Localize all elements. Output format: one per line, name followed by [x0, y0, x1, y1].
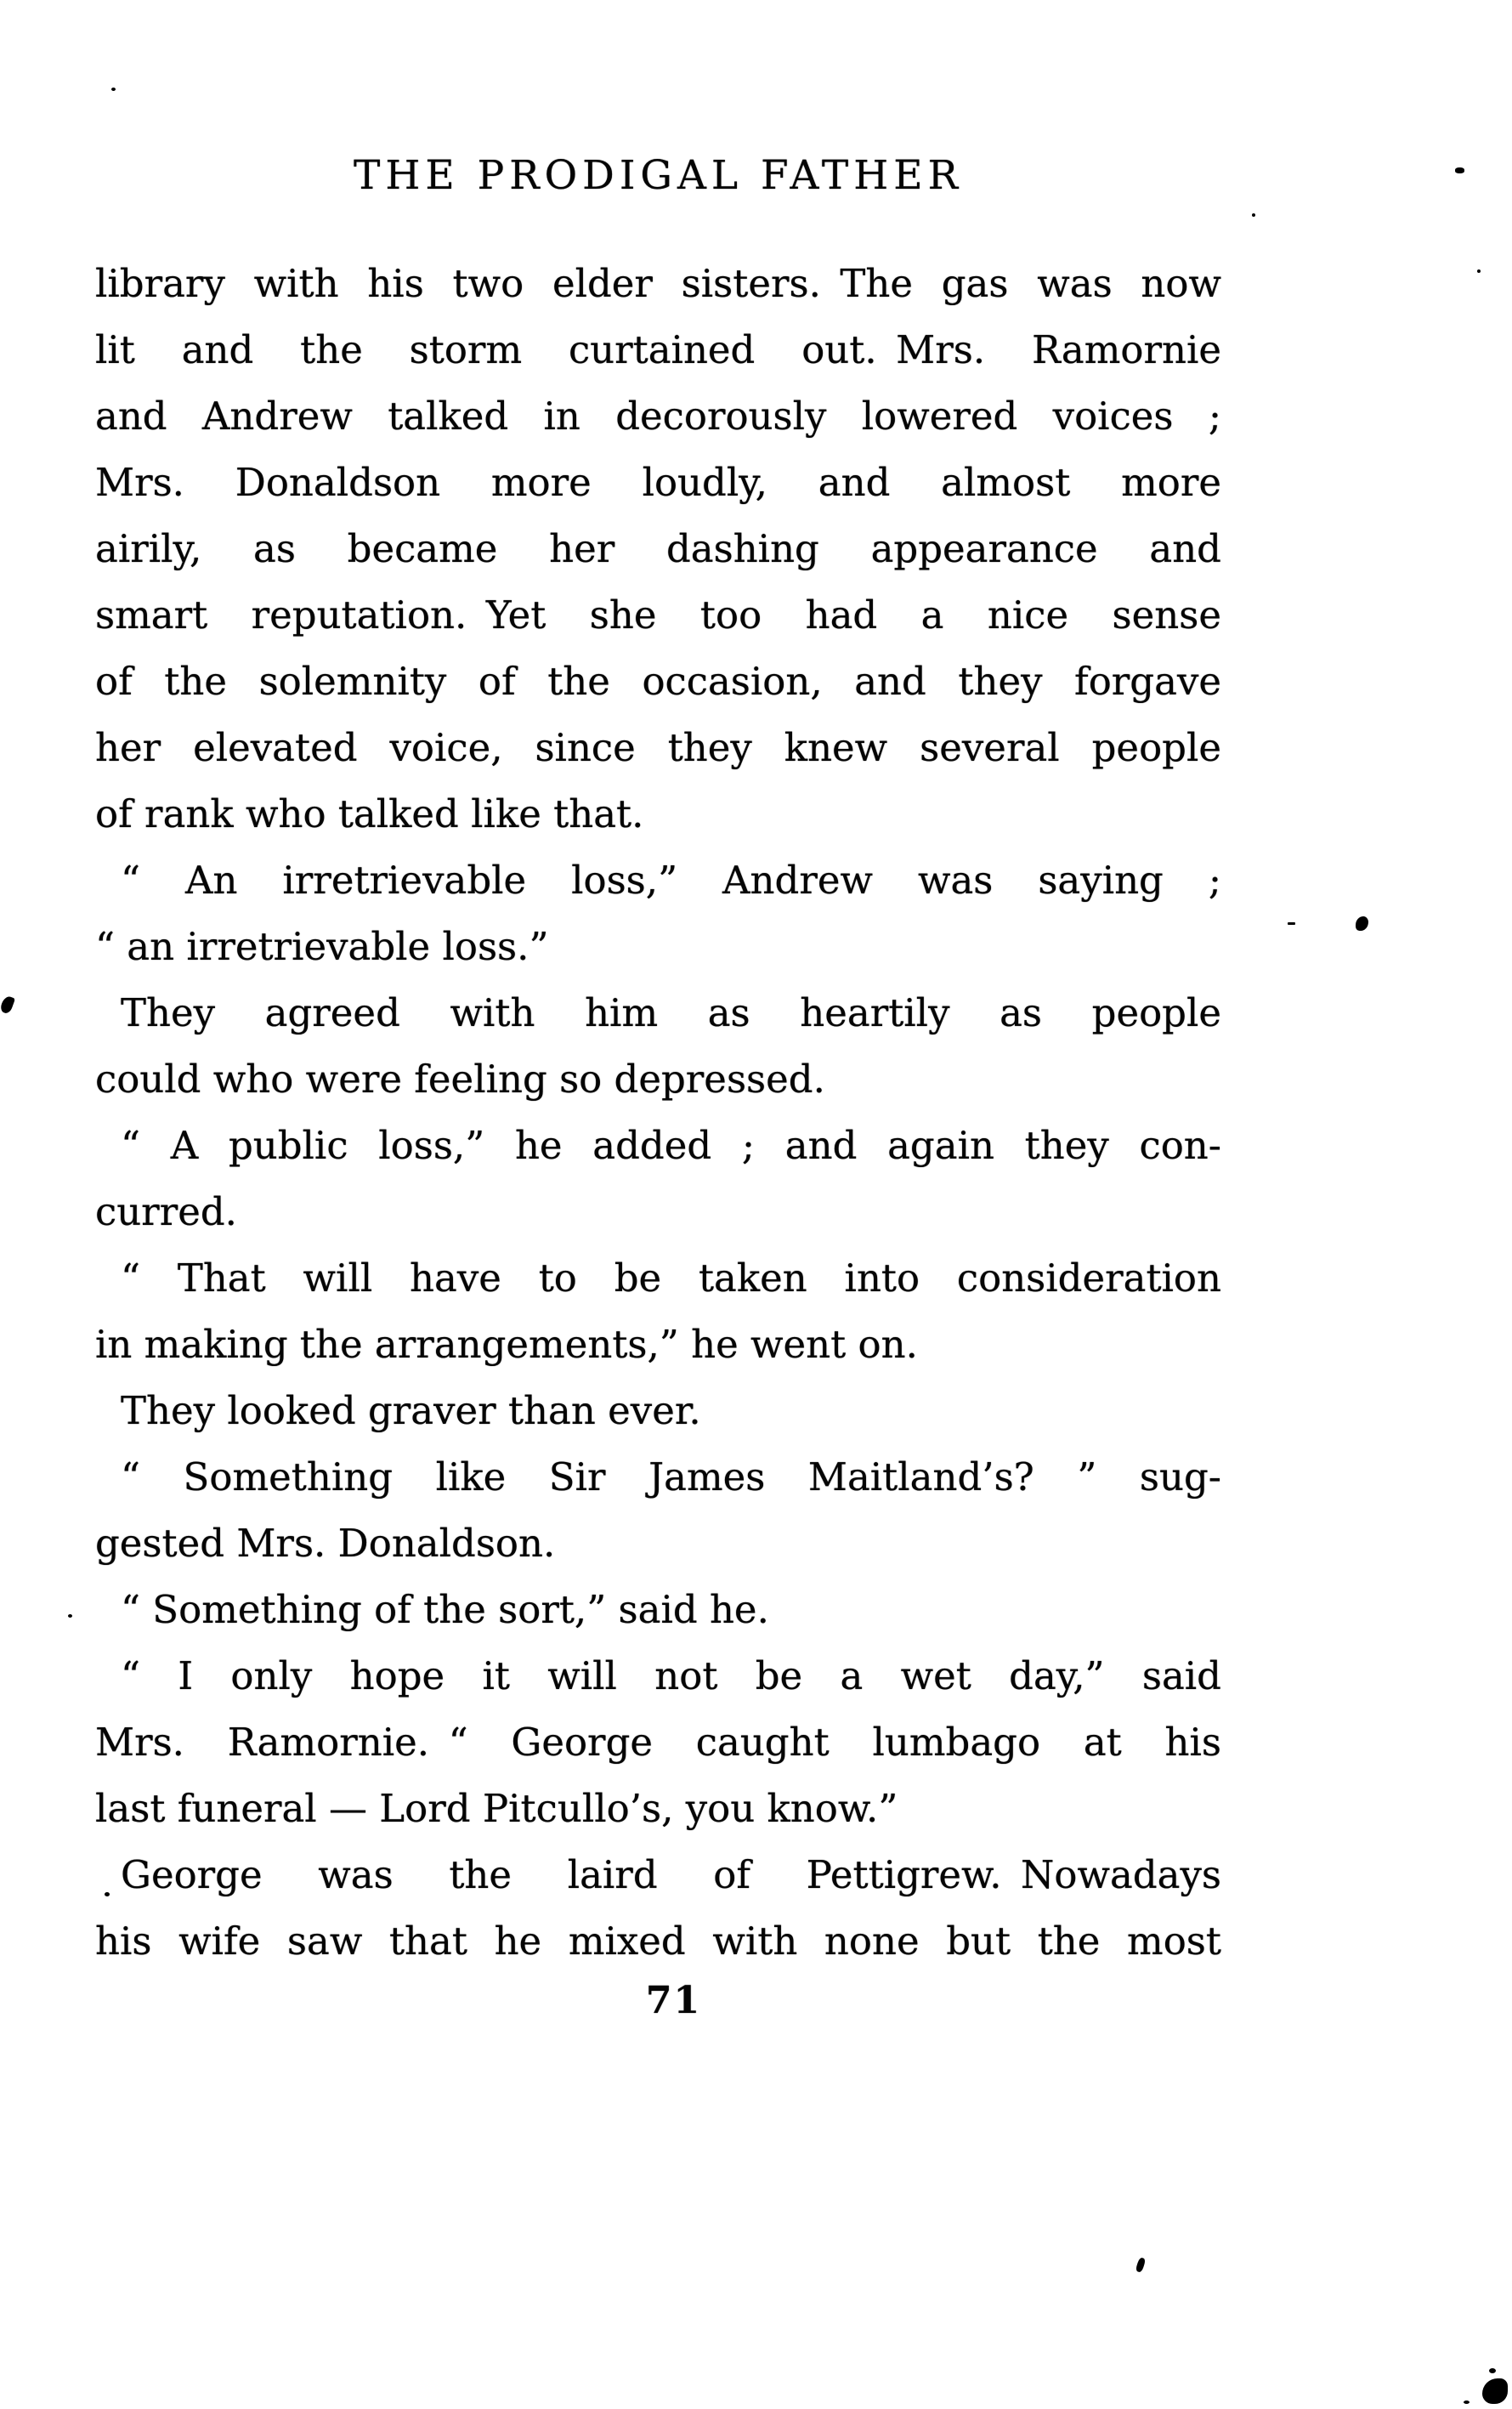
text-line: Mrs. Donaldson more loudly, and almost more [95, 460, 1221, 505]
scan-speck [1477, 269, 1481, 273]
text-line: “ I only hope it will not be a wet day,” said [121, 1653, 1221, 1698]
text-line: “ That will have to be taken into consideration [121, 1256, 1221, 1301]
text-line: in making the arrangements,” he went on. [95, 1322, 918, 1367]
scan-speck [1482, 2378, 1508, 2404]
text-line: George was the laird of Pettigrew. Nowadays [121, 1852, 1221, 1897]
running-head: THE PRODIGAL FATHER [354, 152, 963, 199]
scan-speck [0, 995, 15, 1014]
text-line: and Andrew talked in decorously lowered voices ; [95, 394, 1221, 439]
text-line: curred. [95, 1189, 237, 1234]
text-line: “ A public loss,” he added ; and again they con- [121, 1123, 1221, 1168]
text-line: “ an irretrievable loss.” [95, 924, 549, 969]
text-line: of rank who talked like that. [95, 791, 644, 836]
scan-speck [1135, 2257, 1147, 2273]
scan-speck [1252, 213, 1255, 217]
page-number: 71 [645, 1979, 702, 2022]
text-line: last funeral — Lord Pitcullo’s, you know.” [95, 1786, 898, 1831]
text-line: They looked graver than ever. [121, 1388, 701, 1433]
text-line: of the solemnity of the occasion, and they forgave [95, 659, 1221, 704]
text-line: library with his two elder sisters. The gas was now [95, 261, 1221, 306]
scan-speck [1464, 2400, 1470, 2404]
scan-speck [1288, 922, 1295, 925]
text-line: smart reputation. Yet she too had a nice sense [95, 592, 1221, 638]
text-line: “ Something like Sir James Maitland’s? ” sug- [121, 1454, 1221, 1499]
text-line: Mrs. Ramornie. “ George caught lumbago at his [95, 1720, 1221, 1765]
text-line: his wife saw that he mixed with none but the most [95, 1919, 1221, 1964]
text-block [95, 251, 1221, 1975]
text-line: gested Mrs. Donaldson. [95, 1521, 556, 1566]
text-line: airily, as became her dashing appearance and [95, 526, 1221, 571]
scan-speck [111, 88, 116, 91]
text-line: her elevated voice, since they knew several people [95, 725, 1221, 770]
scan-speck [1489, 2368, 1496, 2373]
scan-speck [68, 1614, 72, 1618]
text-line: They agreed with him as heartily as people [121, 990, 1221, 1035]
scan-speck [1455, 167, 1464, 173]
scan-speck [1356, 916, 1368, 931]
text-line: lit and the storm curtained out. Mrs. Ramornie [95, 327, 1221, 372]
text-line: “ Something of the sort,” said he. [121, 1587, 769, 1632]
text-line: “ An irretrievable loss,” Andrew was saying ; [121, 858, 1221, 903]
text-line: could who were feeling so depressed. [95, 1057, 825, 1102]
scan-speck [105, 1892, 110, 1896]
